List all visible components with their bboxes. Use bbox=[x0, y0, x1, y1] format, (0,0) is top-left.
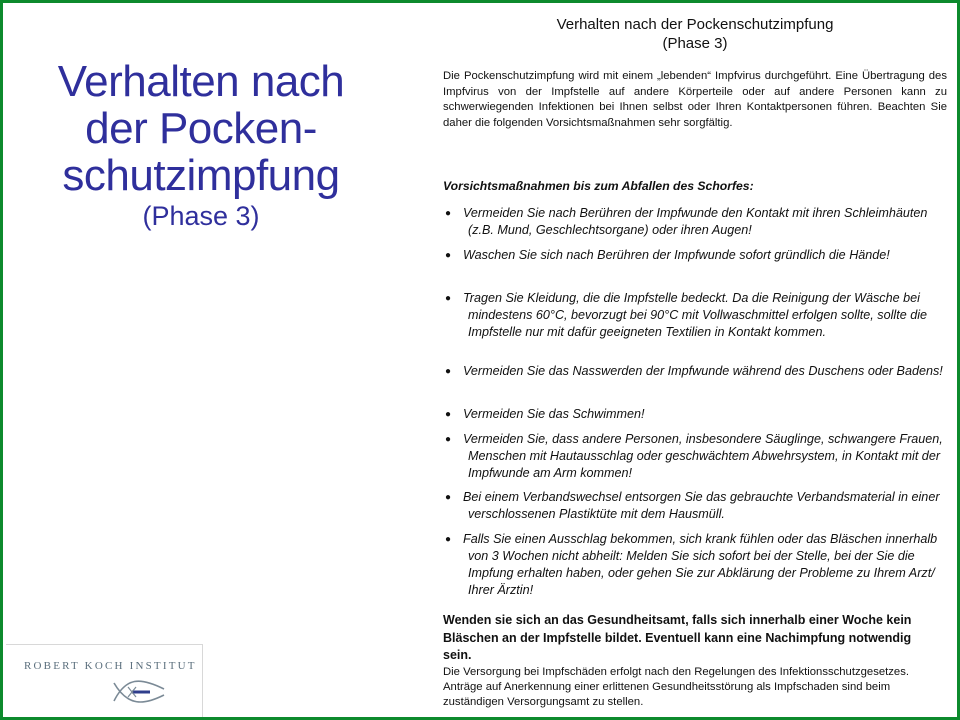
list-item bbox=[443, 247, 949, 264]
bullet-icon: ● bbox=[445, 293, 452, 304]
list-item bbox=[443, 489, 949, 523]
slide-subtitle: (Phase 3) bbox=[142, 201, 260, 231]
list-item-text: Vermeiden Sie nach Berühren der Impfwunde den Kontakt mit ihren Schleimhäuten (z.B. Mund, Geschlechtsorgane) oder ihren Augen! bbox=[463, 206, 928, 237]
compensation-note: Die Versorgung bei Impfschäden erfolgt nach den Regelungen des Infektionsschutzgesetzes. Anträge auf Anerkennung einer erlittenen Gesundheitsstörung als Impfschaden sind beim zuständigen Versorgungsamt zu stellen. bbox=[443, 666, 909, 708]
list-item-text: Vermeiden Sie, dass andere Personen, insbesondere Säuglinge, schwangere Frauen, Menschen mit Hautausschlag oder geschwächtem Abwehrsystem, in Kontakt mit der Impfwunde am Arm kommen! bbox=[463, 432, 943, 480]
slide-title-line-2: der Pocken- bbox=[85, 104, 317, 153]
list-item bbox=[443, 290, 949, 341]
logo-text: ROBERT KOCH INSTITUT bbox=[24, 660, 197, 672]
bullet-icon: ● bbox=[445, 434, 452, 445]
section-heading: Vorsichtsmaßnahmen bis zum Abfallen des Schorfes: bbox=[443, 179, 754, 193]
bullet-icon: ● bbox=[445, 409, 452, 420]
slide-title-line-1: Verhalten nach bbox=[57, 57, 345, 106]
slide-title bbox=[11, 58, 391, 231]
rki-logo bbox=[6, 644, 203, 718]
list-item bbox=[443, 363, 949, 380]
document-title-line-1: Verhalten nach der Pockenschutzimpfung bbox=[556, 16, 834, 33]
list-item-text: Bei einem Verbandswechsel entsorgen Sie das gebrauchte Verbandsmaterial in einer verschlossenen Plastiktüte mit dem Hausmüll. bbox=[463, 490, 940, 521]
list-item bbox=[443, 531, 949, 599]
bullet-icon: ● bbox=[445, 534, 452, 545]
health-office-note: Wenden sie sich an das Gesundheitsamt, falls sich innerhalb einer Woche kein Bläschen an der Impfstelle bildet. Eventuell kann eine Nachimpfung notwendig sein. bbox=[443, 613, 912, 662]
slide-title-line-3: schutzimpfung bbox=[62, 151, 340, 200]
list-item bbox=[443, 406, 949, 423]
bullet-icon: ● bbox=[445, 492, 452, 503]
document-title-line-2: (Phase 3) bbox=[662, 35, 728, 52]
list-item-text: Waschen Sie sich nach Berühren der Impfwunde sofort gründlich die Hände! bbox=[463, 248, 890, 262]
bullet-icon: ● bbox=[445, 250, 452, 261]
bullet-icon: ● bbox=[445, 208, 452, 219]
list-item-text: Falls Sie einen Ausschlag bekommen, sich krank fühlen oder das Bläschen innerhalb von 3 Wochen nicht abheilt: Melden Sie sich sofort bei der Stelle, bei der Sie die Impfung erhalten haben, oder gehen Sie zur Abklärung der Probleme zu Ihrem Arzt/ Ihrer Ärztin! bbox=[463, 532, 938, 597]
list-item-text: Vermeiden Sie das Nasswerden der Impfwunde während des Duschens oder Badens! bbox=[463, 364, 943, 378]
intro-paragraph: Die Pockenschutzimpfung wird mit einem „lebenden“ Impfvirus durchgeführt. Eine Übertragung des Impfvirus von der Impfstelle auf andere Körperteile oder auf andere Personen kann zu schwerwiegenden Infektionen bei Ihnen selbst oder Ihren Kontaktpersonen führen. Beachten Sie daher die folgenden Vorsichtsmaßnahmen sehr sorgfältig. bbox=[443, 70, 947, 129]
list-item-text: Vermeiden Sie das Schwimmen! bbox=[463, 407, 645, 421]
document-page bbox=[419, 3, 955, 717]
list-item-text: Tragen Sie Kleidung, die die Impfstelle bedeckt. Da die Reinigung der Wäsche bei mindestens 60°C, bevorzugt bei 90°C mit Vollwaschmittel erfolgen sollte, sollte die Impfstelle nur mit dafür geeigneten Textilien in Kontakt kommen. bbox=[463, 291, 928, 339]
document-title bbox=[419, 15, 960, 53]
logo-emblem-icon bbox=[110, 675, 168, 709]
list-item bbox=[443, 205, 949, 239]
list-item bbox=[443, 431, 949, 482]
bullet-icon: ● bbox=[445, 366, 452, 377]
